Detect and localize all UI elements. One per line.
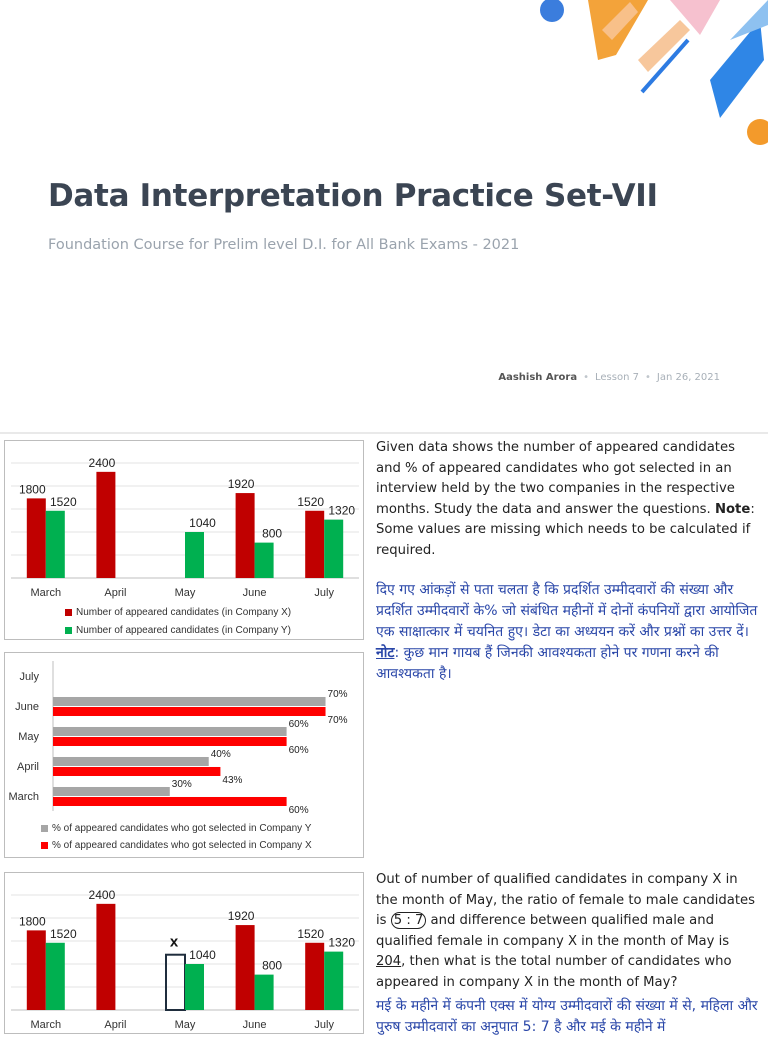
data-label: 1920 [227, 909, 255, 924]
note-text: : Some values are missing which needs to be calculated if required. [376, 501, 755, 558]
appeared-candidates-chart-repeat [4, 872, 364, 1034]
category-label-april: April [16, 761, 39, 773]
data-label: 1520 [297, 494, 325, 509]
question-2-text-a: Out of number of qualified candidates in company X in the month of May, the ratio of female to male candidates is [376, 872, 756, 928]
data-label: 1520 [49, 926, 77, 941]
data-label: 1800 [18, 914, 46, 929]
data-label: 800 [262, 526, 283, 541]
hindi-description [376, 580, 758, 685]
bar-selected-x-march [53, 797, 287, 806]
bar-company-x-june [236, 925, 255, 1010]
data-label: 1040 [189, 516, 216, 530]
category-label-june: June [242, 587, 267, 599]
legend-selected-x: % of appeared candidates who got selected in Company X [41, 840, 312, 851]
data-label: 2400 [88, 455, 116, 470]
hindi-intro-text: दिए गए आंकड़ों से पता चलता है कि प्रदर्शित उम्मीदवारों की संख्या और प्रदर्शित उम्मीदवारों के% जो संबंधित महीनों में दोनों कंपनियों द्वारा आयोजित एक साक्षात्कार में चयनित हुए। डेटा का अध्ययन करें और प्रश्नों का उत्तर दें। [376, 582, 758, 640]
bar-company-y-march [46, 511, 65, 578]
missing-value-box-may [166, 955, 185, 1010]
data-label: 800 [262, 958, 283, 973]
bar-selected-x-may [53, 737, 287, 746]
category-label-march: March [8, 791, 39, 803]
lesson-number: Lesson 7 [595, 372, 639, 383]
bar-company-y-july [324, 952, 343, 1010]
bar-company-x-march [27, 930, 46, 1010]
lesson-meta: Aashish Arora • Lesson 7 • Jan 26, 2021 [498, 372, 720, 383]
bar-company-x-april [96, 472, 115, 578]
bar-company-y-june [255, 975, 274, 1010]
bar-selected-y-april [53, 757, 209, 766]
category-label-april: April [104, 1019, 127, 1031]
bar-selected-y-may [53, 727, 287, 736]
question-2-text-c: , then what is the total number of candidates who appeared in company X in the month of May? [376, 954, 732, 990]
data-label: 1520 [49, 494, 77, 509]
bar-selected-x-april [53, 767, 220, 776]
hindi-note-label: नोट [376, 645, 395, 661]
data-label: 60% [288, 745, 309, 756]
question-2 [376, 870, 756, 993]
category-label-july: July [19, 671, 39, 683]
hindi-note-text: : कुछ मान गायब हैं जिनकी आवश्यकता होने पर गणना करने की आवश्यकता है। [376, 645, 719, 682]
data-label: 1320 [328, 503, 356, 518]
data-label: 70% [327, 689, 348, 700]
bar-company-x-june [236, 493, 255, 578]
legend-selected-y: % of appeared candidates who got selected in Company Y [41, 823, 311, 834]
category-label-may: May [174, 587, 196, 599]
data-label: 2400 [88, 887, 116, 902]
decorative-stationery-graphic [520, 0, 768, 150]
bar-company-x-july [305, 511, 324, 578]
legend-company-x: Number of appeared candidates (in Company X) [65, 607, 291, 618]
bar-company-x-april [96, 904, 115, 1010]
bar-company-y-july [324, 520, 343, 578]
bar-company-y-june [255, 543, 274, 578]
data-label: 1520 [297, 926, 325, 941]
appeared-candidates-plot-repeat [5, 873, 363, 1033]
bar-company-x-march [27, 498, 46, 578]
intro-text: Given data shows the number of appeared candidates and % of appeared candidates who got selected in an interview held by the two companies in the respective months. Study the data and answer the questions. [376, 440, 735, 517]
category-label-june: June [242, 1019, 267, 1031]
data-label: 40% [210, 749, 231, 760]
data-label: 30% [171, 779, 192, 790]
bar-company-x-july [305, 943, 324, 1010]
data-label: 1920 [227, 477, 255, 492]
data-label: 1040 [189, 948, 216, 962]
difference-value: 204 [376, 954, 402, 969]
handwritten-x-mark: x [169, 933, 179, 951]
author-name[interactable]: Aashish Arora [498, 372, 578, 383]
lesson-header [0, 0, 768, 432]
section-divider [0, 432, 768, 434]
page-title: Data Interpretation Practice Set-VII [48, 178, 658, 214]
question-2-hindi-text: मई के महीने में कंपनी एक्स में योग्य उम्मीदवारों की संख्या में से, महिला और पुरुष उम्मीदवारों का अनुपात 5: 7 है और मई के महीने में [376, 998, 758, 1035]
bar-company-y-may [185, 532, 204, 578]
category-label-june: June [15, 701, 39, 713]
lesson-date: Jan 26, 2021 [656, 372, 720, 383]
question-2-text-b: and difference between qualified male and qualified female in company X in the month of May is [376, 913, 730, 949]
category-label-march: March [30, 587, 62, 599]
question-description [376, 438, 756, 561]
category-label-may: May [174, 1019, 196, 1031]
category-label-july: July [314, 1019, 334, 1031]
note-label: Note [714, 501, 751, 517]
selection-percent-chart [4, 652, 364, 858]
data-label: 1800 [18, 482, 46, 497]
question-2-hindi [376, 996, 758, 1038]
data-label: 60% [288, 805, 309, 816]
data-label: 60% [288, 719, 309, 730]
data-label: 43% [222, 775, 243, 786]
category-label-march: March [30, 1019, 62, 1031]
bar-company-y-may [185, 964, 204, 1010]
page-subtitle: Foundation Course for Prelim level D.I. for All Bank Exams - 2021 [48, 237, 520, 253]
category-label-april: April [104, 587, 127, 599]
appeared-candidates-chart [4, 440, 364, 640]
data-label: 70% [327, 715, 348, 726]
ratio-value: 5 : 7 [391, 912, 427, 929]
bar-company-y-march [46, 943, 65, 1010]
legend-company-y: Number of appeared candidates (in Company Y) [65, 625, 291, 636]
data-label: 1320 [328, 935, 356, 950]
bar-selected-y-june [53, 697, 326, 706]
category-label-july: July [314, 587, 334, 599]
bar-selected-y-march [53, 787, 170, 796]
bar-selected-x-june [53, 707, 326, 716]
category-label-may: May [18, 731, 39, 743]
